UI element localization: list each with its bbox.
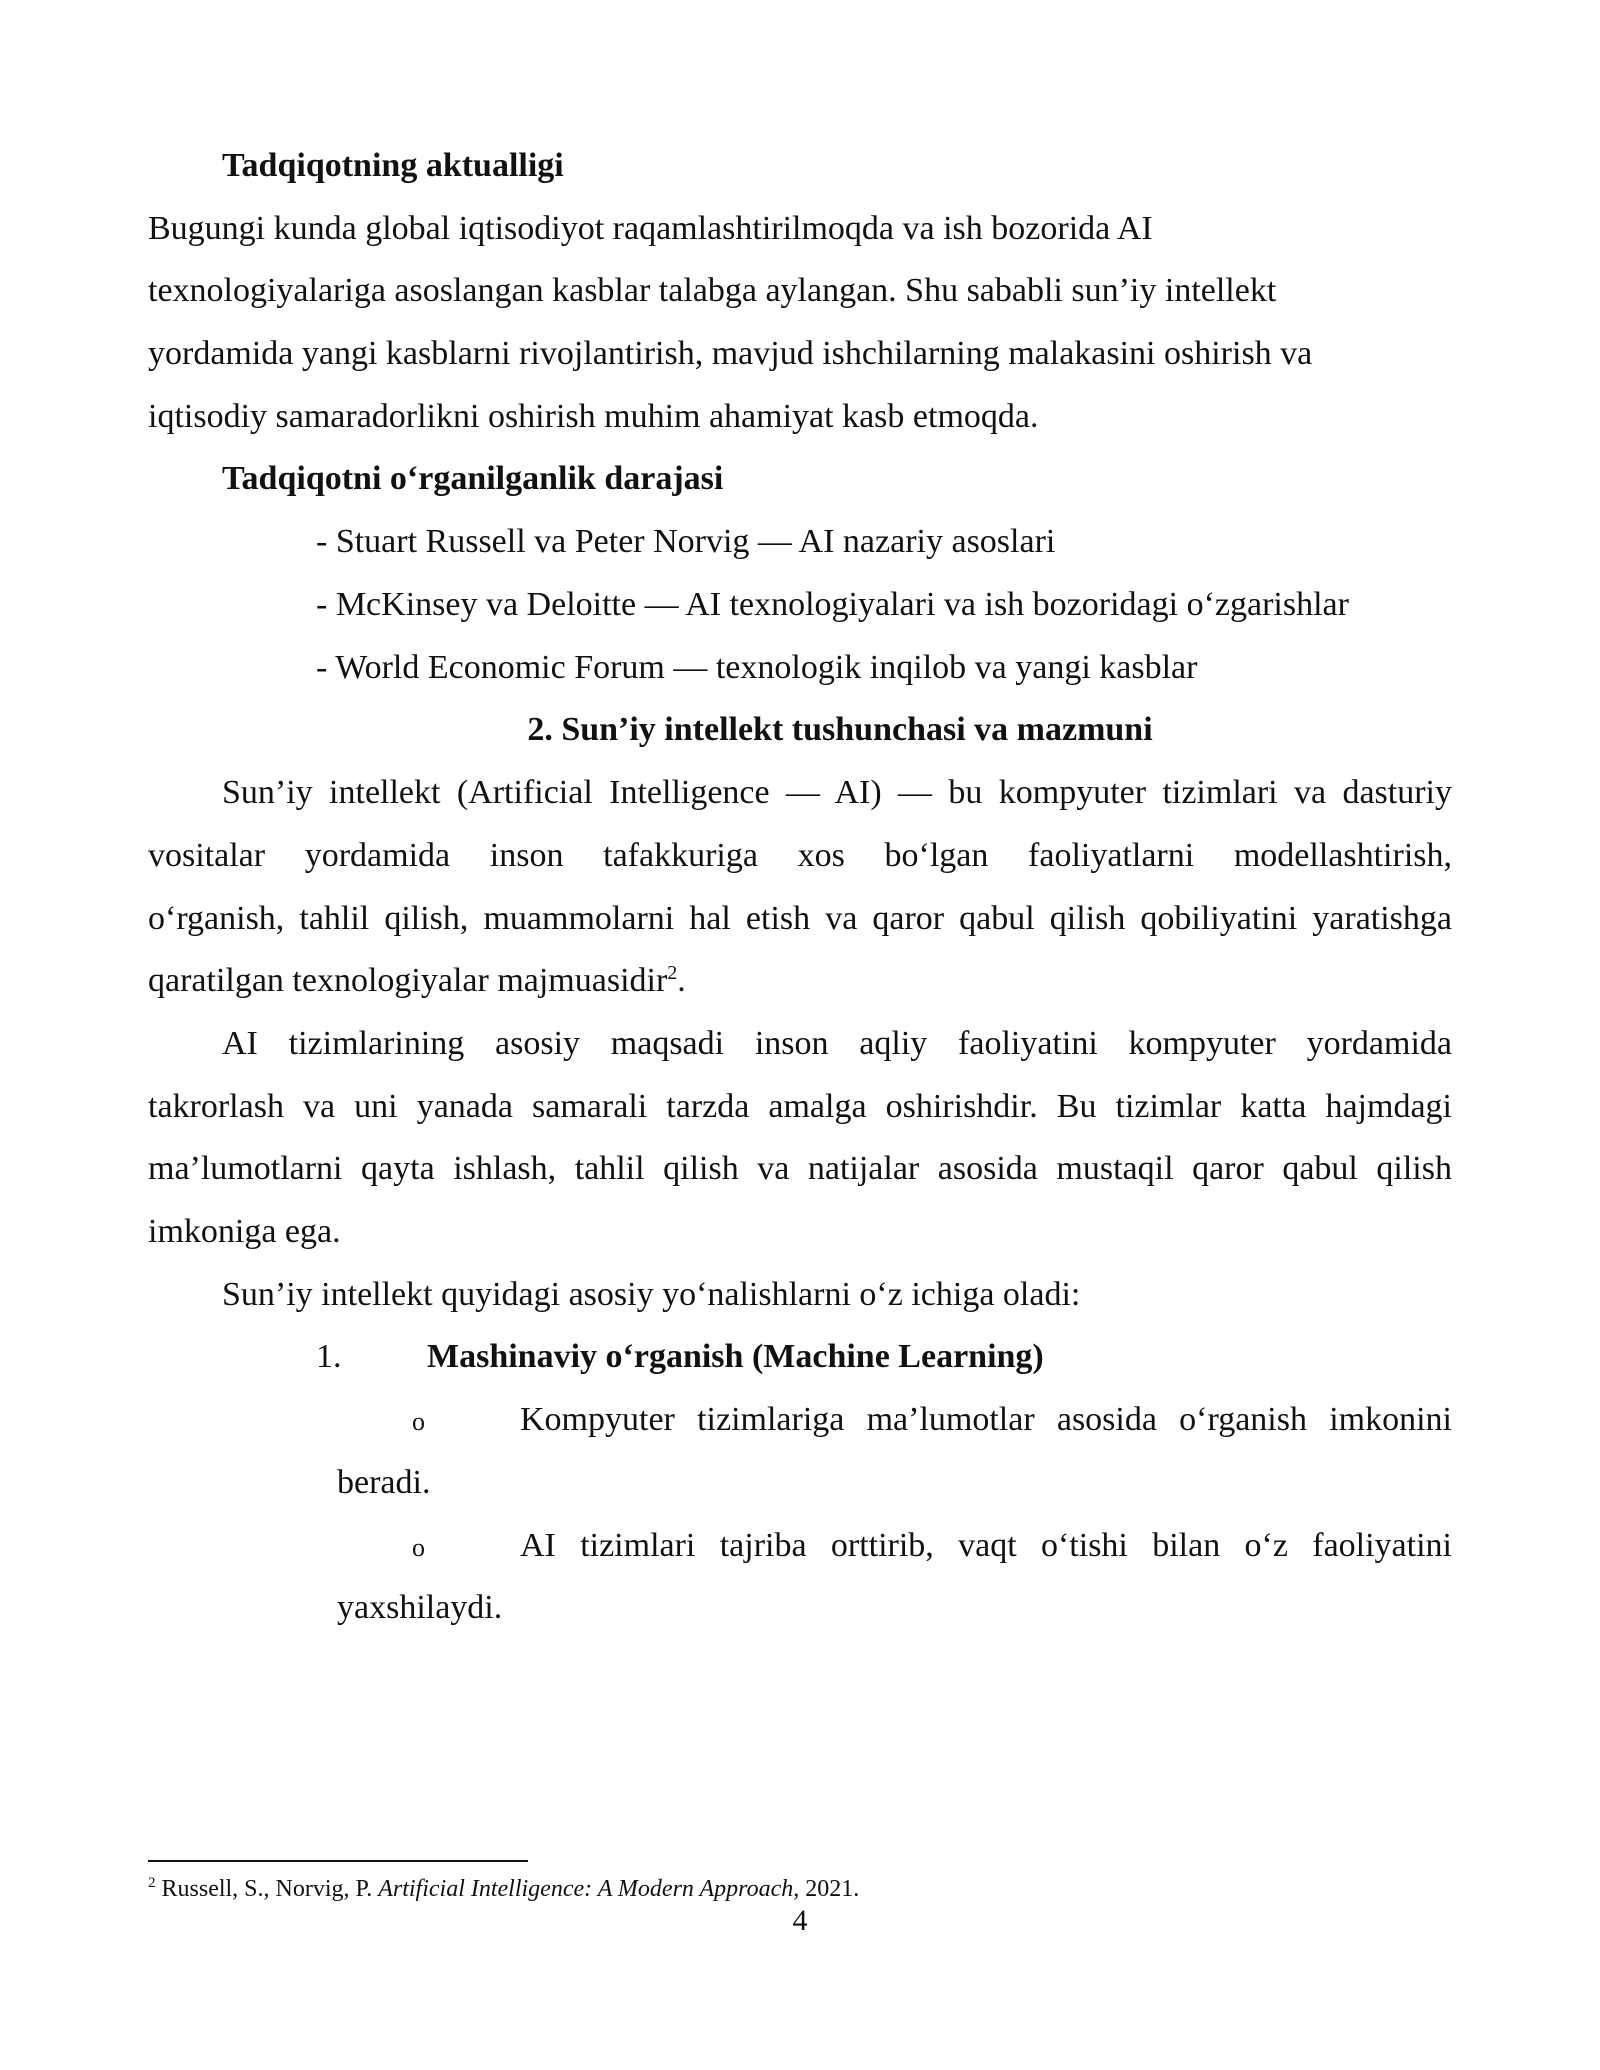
bullet-icon: o bbox=[412, 1533, 425, 1562]
paragraph-line: yordamida yangi kasblarni rivojlantirish, mavjud ishchilarning malakasini oshirish va bbox=[148, 335, 1313, 372]
footnote-authors: Russell, S., Norvig, P. bbox=[161, 1876, 373, 1902]
paragraph-line: Bugungi kunda global iqtisodiyot raqamlashtirilmoqda va ish bozorida AI bbox=[148, 210, 1153, 247]
list-item: - McKinsey va Deloitte — AI texnologiyalari va ish bozoridagi o‘zgarishlar bbox=[316, 586, 1349, 623]
list-item: - World Economic Forum — texnologik inqilob va yangi kasblar bbox=[316, 649, 1198, 686]
bullet-icon: o bbox=[412, 1407, 425, 1436]
list-title: Mashinaviy o‘rganish (Machine Learning) bbox=[427, 1338, 1044, 1375]
footnote-year: , 2021. bbox=[793, 1876, 860, 1902]
period: . bbox=[677, 962, 686, 999]
bullet-line: yaxshilaydi. bbox=[337, 1589, 503, 1626]
paragraph-line: iqtisodiy samaradorlikni oshirish muhim ahamiyat kasb etmoqda. bbox=[148, 398, 1039, 435]
footnote bbox=[148, 1874, 859, 1904]
footnote-reference[interactable]: 2 bbox=[667, 962, 678, 984]
footnote-separator bbox=[148, 1860, 528, 1862]
paragraph-line: o‘rganish, tahlil qilish, muammolarni hal etish va qaror qabul qilish qobiliyatini yaratishga bbox=[148, 900, 1452, 937]
paragraph-line: Sun’iy intellekt quyidagi asosiy yo‘nalishlarni o‘z ichiga oladi: bbox=[222, 1276, 1081, 1313]
paragraph-line: imkoniga ega. bbox=[148, 1213, 341, 1250]
bullet-line: beradi. bbox=[337, 1464, 431, 1501]
paragraph-text: qaratilgan texnologiyalar majmuasidir bbox=[148, 962, 668, 999]
paragraph-line: texnologiyalariga asoslangan kasblar talabga aylangan. Shu sababli sun’iy intellekt bbox=[148, 272, 1277, 309]
paragraph-line: AI tizimlarining asosiy maqsadi inson aqliy faoliyatini kompyuter yordamida bbox=[222, 1025, 1452, 1062]
section-heading-relevance: Tadqiqotning aktualligi bbox=[222, 147, 564, 184]
paragraph-last-line bbox=[148, 961, 1452, 1001]
bullet-line: Kompyuter tizimlariga ma’lumotlar asosida o‘rganish imkonini bbox=[520, 1401, 1452, 1438]
paragraph-line: Sun’iy intellekt (Artificial Intelligence — AI) — bu kompyuter tizimlari va dasturiy bbox=[222, 774, 1452, 811]
footnote-number: 2 bbox=[148, 1875, 156, 1891]
section-heading-study-level: Tadqiqotni o‘rganilganlik darajasi bbox=[222, 460, 724, 497]
list-item: - Stuart Russell va Peter Norvig — AI nazariy asoslari bbox=[316, 523, 1056, 560]
paragraph-line: vositalar yordamida inson tafakkuriga xos bo‘lgan faoliyatlarni modellashtirish, bbox=[148, 837, 1452, 874]
bullet-line: AI tizimlari tajriba orttirib, vaqt o‘tishi bilan o‘z faoliyatini bbox=[520, 1527, 1452, 1564]
paragraph-line: ma’lumotlarni qayta ishlash, tahlil qilish va natijalar asosida mustaqil qaror qabul qilish bbox=[148, 1150, 1452, 1187]
paragraph-line: takrorlash va uni yanada samarali tarzda amalga oshirishdir. Bu tizimlar katta hajmdagi bbox=[148, 1088, 1452, 1125]
page-number: 4 bbox=[792, 1904, 808, 1937]
footnote-title: Artificial Intelligence: A Modern Approach bbox=[378, 1876, 794, 1902]
list-number: 1. bbox=[316, 1338, 342, 1375]
chapter-title: 2. Sun’iy intellekt tushunchasi va mazmuni bbox=[527, 711, 1153, 748]
